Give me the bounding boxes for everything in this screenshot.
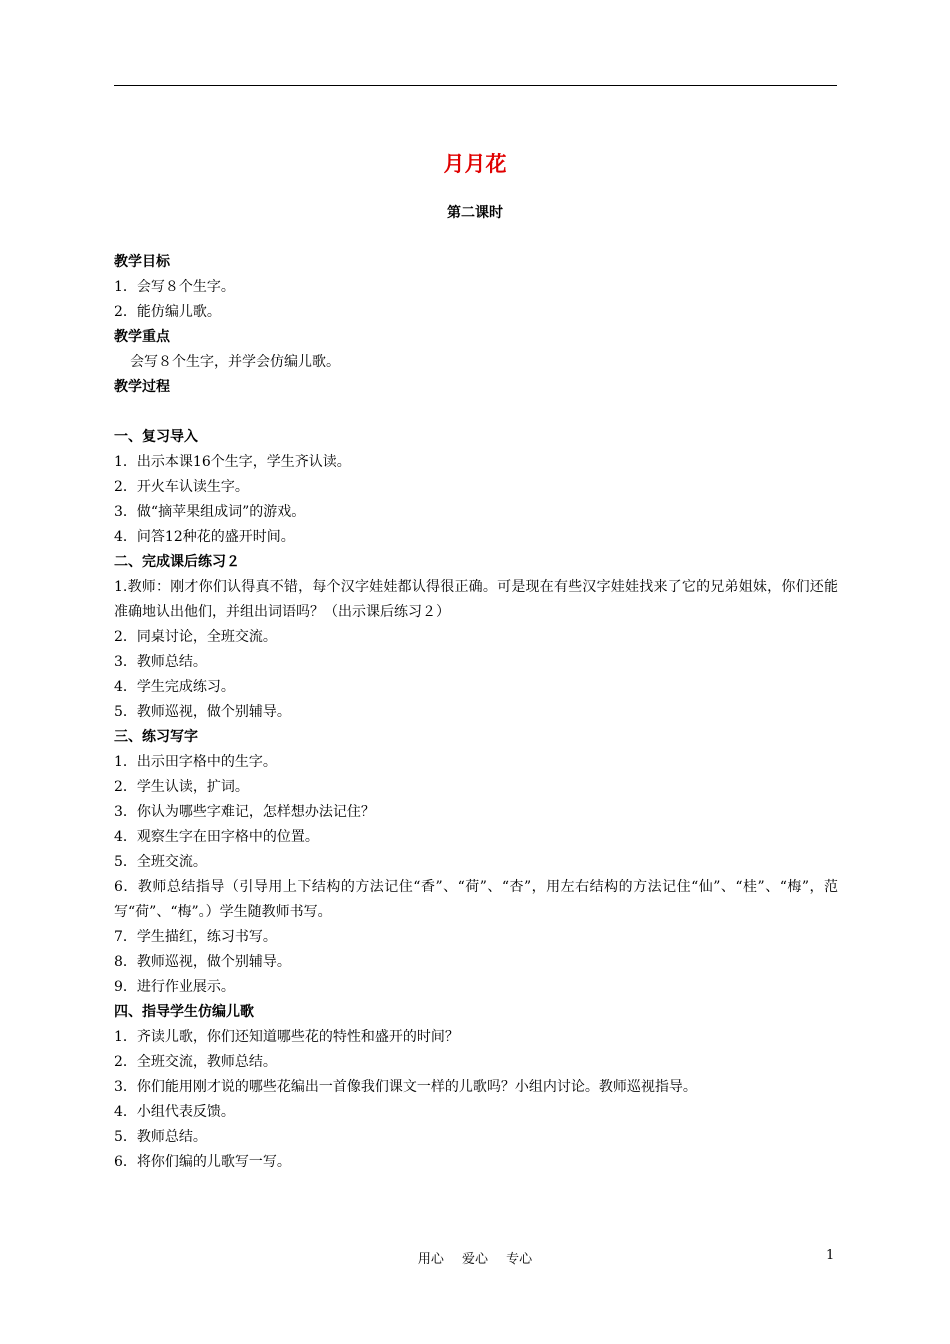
list-item: 6．将你们编的儿歌写一写。 bbox=[114, 1154, 291, 1170]
process-heading: 教学过程 bbox=[114, 379, 170, 395]
blank-line bbox=[114, 400, 838, 425]
list-item: 4．问答12种花的盛开时间。 bbox=[114, 529, 295, 545]
list-item: 3．你们能用刚才说的哪些花编出一首像我们课文一样的儿歌吗？小组内讨论。教师巡视指导。 bbox=[114, 1079, 697, 1095]
list-item: 5．教师总结。 bbox=[114, 1129, 207, 1145]
list-item: 2．全班交流，教师总结。 bbox=[114, 1054, 277, 1070]
section-heading-review: 一、复习导入 bbox=[114, 429, 198, 445]
list-item: 3．做“摘苹果组成词”的游戏。 bbox=[114, 504, 306, 520]
list-item: 8．教师巡视，做个别辅导。 bbox=[114, 954, 291, 970]
section-heading-writing: 三、练习写字 bbox=[114, 729, 198, 745]
list-item: 4．学生完成练习。 bbox=[114, 679, 235, 695]
document-body bbox=[114, 250, 838, 1175]
section-heading-exercise: 二、完成课后练习２ bbox=[114, 554, 240, 570]
list-item: 2．同桌讨论，全班交流。 bbox=[114, 629, 277, 645]
list-item: 4．观察生字在田字格中的位置。 bbox=[114, 829, 319, 845]
list-item: 3．你认为哪些字难记，怎样想办法记住？ bbox=[114, 804, 375, 820]
list-item: 4．小组代表反馈。 bbox=[114, 1104, 235, 1120]
list-item: 1．齐读儿歌，你们还知道哪些花的特性和盛开的时间？ bbox=[114, 1029, 459, 1045]
goals-heading: 教学目标 bbox=[114, 254, 170, 270]
focus-heading: 教学重点 bbox=[114, 329, 170, 345]
header-rule bbox=[114, 85, 837, 86]
footer-motto: 用心 爱心 专心 bbox=[417, 1252, 533, 1267]
lesson-subtitle: 第二课时 bbox=[447, 205, 503, 221]
list-item: 1.教师：刚才你们认得真不错，每个汉字娃娃都认得很正确。可是现在有些汉字娃娃找来了它的兄弟姐妹，你们还能准确地认出他们，并组出词语吗？（出示课后练习２） bbox=[114, 579, 838, 620]
list-item: 3．教师总结。 bbox=[114, 654, 207, 670]
list-item: 2．开火车认读生字。 bbox=[114, 479, 249, 495]
goal-item: 2．能仿编儿歌。 bbox=[114, 304, 221, 320]
list-item: 1．出示田字格中的生字。 bbox=[114, 754, 277, 770]
list-item: 7．学生描红，练习书写。 bbox=[114, 929, 277, 945]
list-item: 5．教师巡视，做个别辅导。 bbox=[114, 704, 291, 720]
page-number: 1 bbox=[826, 1248, 835, 1263]
document-title: 月月花 bbox=[443, 152, 507, 176]
list-item: 5．全班交流。 bbox=[114, 854, 207, 870]
goal-item: 1．会写８个生字。 bbox=[114, 279, 235, 295]
list-item: 2．学生认读，扩词。 bbox=[114, 779, 249, 795]
section-heading-rhyme: 四、指导学生仿编儿歌 bbox=[114, 1004, 254, 1020]
focus-text: 会写８个生字，并学会仿编儿歌。 bbox=[130, 354, 340, 370]
list-item: 6．教师总结指导（引导用上下结构的方法记住“香”、“荷”、“杏”，用左右结构的方法记住“仙”、“桂”、“梅”，范写“荷”、“梅”。）学生随教师书写。 bbox=[114, 879, 838, 920]
list-item: 9．进行作业展示。 bbox=[114, 979, 235, 995]
list-item: 1．出示本课16个生字，学生齐认读。 bbox=[114, 454, 351, 470]
